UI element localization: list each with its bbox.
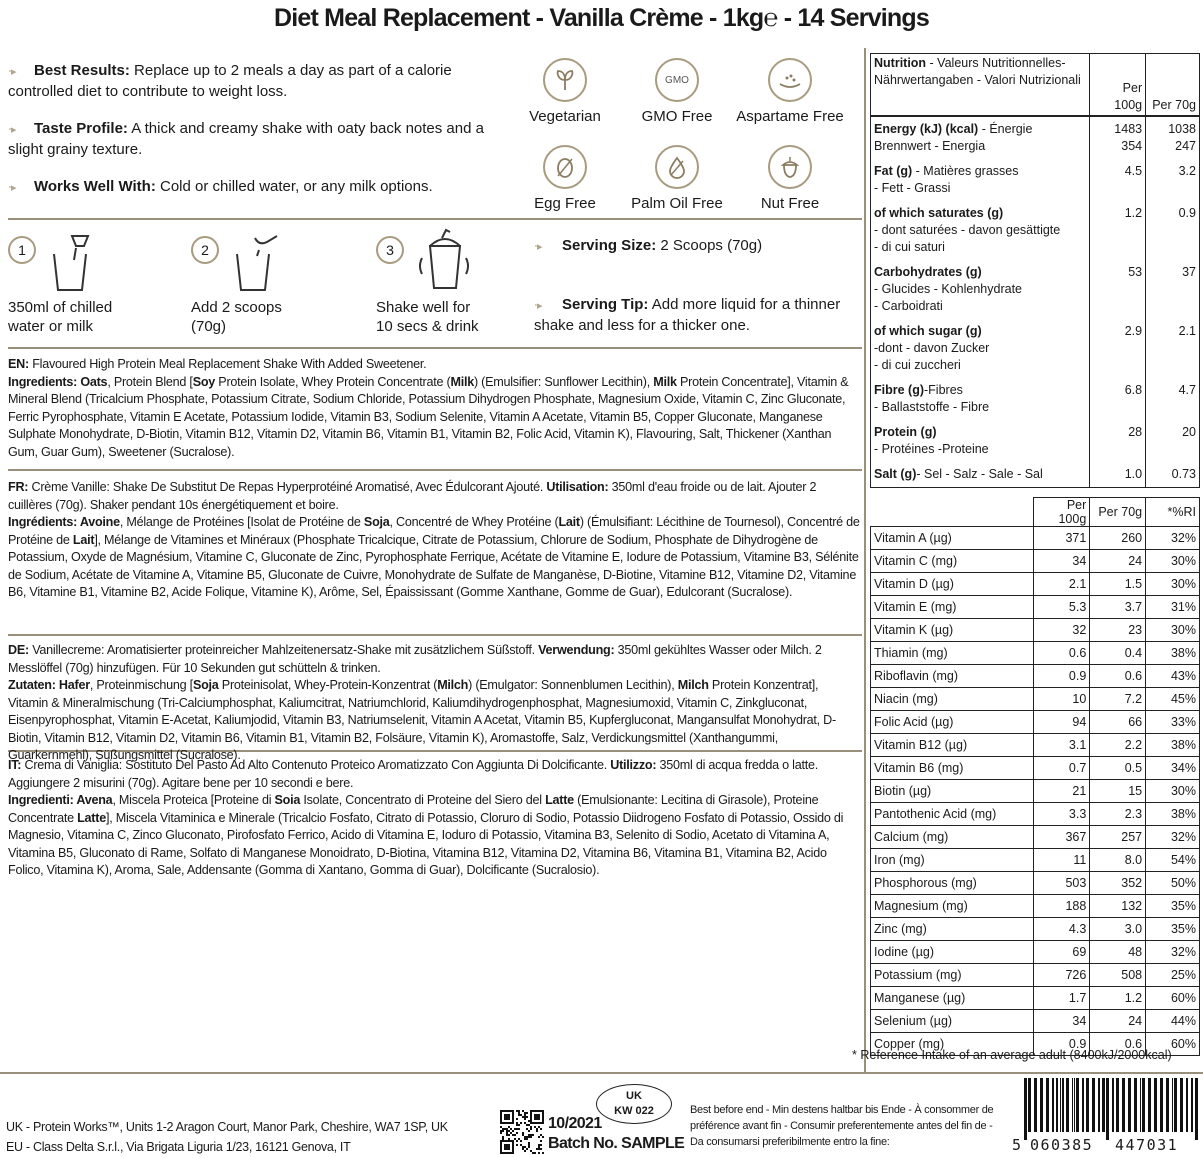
feature-best-results: ‧‧▸ Best Results: Replace up to 2 meals a day as part of a calorie controlled diet to contribute to weight loss. (8, 62, 452, 100)
ingredients-fr: FR: Crème Vanille: Shake De Substitut De Repas Hyperprotéiné Aromatisé, Avec Édulcorant Ajouté. Utilisation: 350ml d'eau froide ou de lait. Ajouter 2 cuillères (70g). Shaker pendant 10s énergétiquement et boire. Ingrédients: Avoine, Mélange de Protéines [Isolat de Protéine de Soja, Concentré de Whey Protéine (Lait) (Émulsifiant: Lécithine de Tournesol), Concentré de Protéine de Lait], Mélange de Vitamines et Minéraux (Phosphate Tricalcique, Citrate de Potassium, Chlorure de Sodium, Phosphate de Dihydrogène de Potassium, Oxyde de Magnésium, Vitamine C, Gluconate de Zinc, Pyrophosphate Ferrique, Acétate de Vitamine E, Iodure de Potassium, Vitamine B3, Sélénite de Sodium, Acétate de Vitamine A, Vitamine B5, Gluconate de Cuivre, Monohydrate de Sulfate de Manganèse, D-Biotine, Vitamine B12, Vitamine D2, Vitamine B6, Vitamine B1, Vitamine B2, Acide Folique, Vitamine K), Arôme, Sel, Épaississant (Gomme Xanthane, Gomme de Guar), Edulcorant (Sucralose). (8, 480, 860, 599)
vitamin-row: Calcium (mg) 367 257 32% (871, 826, 1200, 849)
address-eu: EU - Class Delta S.r.l., Via Brigata Liguria 1/23, 16121 Genova, IT (6, 1140, 351, 1154)
vitamin-row: Biotin (µg) 21 15 30% (871, 780, 1200, 803)
barcode-icon (1012, 1078, 1202, 1140)
badge-vegetarian: Vegetarian (500, 58, 630, 125)
qr-code-icon (500, 1110, 544, 1154)
drop-icon (655, 145, 699, 189)
arrow-icon: ‧‧▸ (534, 241, 541, 253)
badge-gmo-free: GMO GMO Free (612, 58, 742, 125)
sweetener-icon (768, 58, 812, 102)
nut-icon (768, 145, 812, 189)
gmo-icon: GMO (655, 58, 699, 102)
divider (8, 634, 862, 636)
feature-works-well-with: ‧‧▸ Works Well With: Cold or chilled water, or any milk options. (8, 177, 488, 198)
vitamin-row: Copper (mg) 0.9 0.6 60% (871, 1033, 1200, 1056)
nutrition-row: Carbohydrates (g) - Glucides - Kohlenhydrate - Carboidrati 53 37 (871, 260, 1200, 319)
reference-footnote: * Reference Intake of an average adult (8400kJ/2000kcal) (852, 1048, 1172, 1062)
divider (8, 469, 862, 471)
address-uk: UK - Protein Works™, Units 1-2 Aragon Court, Manor Park, Cheshire, WA7 1SP, UK (6, 1120, 448, 1134)
ingredients-it: IT: Crema di Vaniglia: Sostituto Del Pasto Ad Alto Contenuto Proteico Aromatizzato Con Aggiunta Di Dolcificante. Utilizzo: 350ml di acqua fredda o latte. Aggiungere 2 misurini (70g). Agitare bene per 10 secondi e bere. Ingredienti: Avena, Miscela Proteica [Proteine di Soia Isolate, Concentrato di Proteine del Siero del Latte (Emulsionante: Lecitina di Girasole), Proteine Concentrate Latte], Miscela Vitaminica e Minerale (Tricalcio Fosfato, Citrato di Potassio, Cloruro di Sodio, Potassio Diidrogeno Fosfato di Potassio, Ossido di Magnesio, Vitamina C, Zinco Gluconato, Pirofosfato Ferrico, Acido di Vitamina E, Ioduro di Potassio, Vitamina B3, Selenito di Sodio, Acetato di Vitamina A, Vitamina B5, Gluconato di Rame, Solfato di Manganese Monoidrato, D-Biotina, Vitamina B12, Vitamina D2, Vitamina B6, Vitamina B1, Vitamina B2, Acido Folico, Vitamina K), Aroma, Sale, Addensante (Gomma di Xantano, Gomma di Guar), Dolcificante (Sucralosio). (8, 758, 844, 877)
nutrition-row: of which saturates (g) - dont saturées - davon gesättigte - di cui saturi 1.2 0.9 (871, 201, 1200, 260)
glass-pour-icon (48, 232, 98, 292)
vitamin-row: Selenium (µg) 34 24 44% (871, 1010, 1200, 1033)
badge-aspartame-free: Aspartame Free (725, 58, 855, 125)
step-2: 2 Add 2 scoops (70g) (191, 232, 361, 342)
serving-tip: ‧‧▸ Serving Tip: Add more liquid for a thinner shake and less for a thicker one. (534, 296, 841, 334)
vitamin-row: Vitamin C (mg) 34 24 30% (871, 550, 1200, 573)
step-1: 1 350ml of chilled water or milk (8, 232, 178, 342)
serving-size: ‧‧▸ Serving Size: 2 Scoops (70g) (534, 236, 854, 257)
nutrition-row: Salt (g)- Sel - Salz - Sale - Sal 1.0 0.73 (871, 462, 1200, 488)
step-3: 3 Shake well for 10 secs & drink (376, 232, 526, 342)
vitamin-row: Phosphorous (mg) 503 352 50% (871, 872, 1200, 895)
divider (864, 48, 866, 1072)
vitamin-row: Riboflavin (mg) 0.9 0.6 43% (871, 665, 1200, 688)
page-title: Diet Meal Replacement - Vanilla Crème - 1kg℮ - 14 Servings (274, 4, 929, 32)
divider (8, 218, 862, 220)
date-code: 10/2021 (548, 1115, 602, 1132)
vitamin-row: Pantothenic Acid (mg) 3.3 2.3 38% (871, 803, 1200, 826)
arrow-icon: ‧‧▸ (534, 300, 541, 312)
nutrition-table: Nutrition - Valeurs Nutritionnelles-Nährwertangaben - Valori Nutrizionali Per 100g Per 70g Energy (kJ) (kcal) - Énergie Brennwert - Energia 1483 354 1038 247 Fat (g) - Matières grasses - Fett - Grassi 4.5 3.2 of which saturates (g) - dont saturées - davon gesättigte - di cui saturi 1.2 0.9 Carbohydrates (g) - Glucides - Kohlenhydrate - Carboidrati 53 37 of which sugar (g) -dont - davon Zucker - di cui zuccheri 2.9 2.1 Fibre (g)-Fibres - Ballaststoffe - Fibre 6.8 4.7 Protein (g) - Protéines -Proteine 28 20 Salt (g)- Sel - Salz - Sale - Sal 1.0 0.73 (870, 53, 1200, 488)
nutrition-row: Fat (g) - Matières grasses - Fett - Grassi 4.5 3.2 (871, 159, 1200, 201)
vitamin-row: Vitamin D (µg) 2.1 1.5 30% (871, 573, 1200, 596)
vitamin-row: Vitamin E (mg) 5.3 3.7 31% (871, 596, 1200, 619)
vitamin-row: Folic Acid (µg) 94 66 33% (871, 711, 1200, 734)
nutrition-row: Protein (g) - Protéines -Proteine 28 20 (871, 420, 1200, 462)
arrow-icon: ‧‧▸ (8, 66, 15, 78)
vitamin-row: Vitamin B12 (µg) 3.1 2.2 38% (871, 734, 1200, 757)
divider (0, 1072, 1203, 1074)
egg-icon (543, 145, 587, 189)
vitamin-row: Iodine (µg) 69 48 32% (871, 941, 1200, 964)
batch-number: Batch No. SAMPLE (548, 1135, 685, 1152)
vitamin-row: Vitamin K (µg) 32 23 30% (871, 619, 1200, 642)
barcode: 5 060385 447031 (1012, 1078, 1202, 1158)
vitamin-row: Magnesium (mg) 188 132 35% (871, 895, 1200, 918)
arrow-icon: ‧‧▸ (8, 182, 15, 194)
best-before-text: Best before end - Min destens haltbar bis Ende - À consommer de préférence avant fin - Consumir preferentemente antes del fin de - Da consumarsi preferibilmente entro la fine: (690, 1104, 994, 1148)
badge-nut-free: Nut Free (725, 145, 855, 212)
badge-palm-oil-free: Palm Oil Free (612, 145, 742, 212)
vitamin-row: Iron (mg) 11 8.0 54% (871, 849, 1200, 872)
vitamin-row: Thiamin (mg) 0.6 0.4 38% (871, 642, 1200, 665)
shaker-icon (416, 228, 470, 294)
feature-taste-profile: ‧‧▸ Taste Profile: A thick and creamy shake with oaty back notes and a slight grainy texture. (8, 120, 484, 158)
health-mark-stamp: UK KW 022 (596, 1084, 672, 1124)
divider (8, 347, 862, 349)
vitamin-row: Vitamin A (µg) 371 260 32% (871, 527, 1200, 550)
scoop-glass-icon (231, 232, 281, 292)
vitamin-row: Vitamin B6 (mg) 0.7 0.5 34% (871, 757, 1200, 780)
badge-egg-free: Egg Free (500, 145, 630, 212)
vitamin-row: Niacin (mg) 10 7.2 45% (871, 688, 1200, 711)
nutrition-row: Energy (kJ) (kcal) - Énergie Brennwert - Energia 1483 354 1038 247 (871, 116, 1200, 159)
vitamin-row: Potassium (mg) 726 508 25% (871, 964, 1200, 987)
vitamin-row: Zinc (mg) 4.3 3.0 35% (871, 918, 1200, 941)
leaf-icon (543, 58, 587, 102)
nutrition-row: of which sugar (g) -dont - davon Zucker - di cui zuccheri 2.9 2.1 (871, 319, 1200, 378)
ingredients-de: DE: Vanillecreme: Aromatisierter proteinreicher Mahlzeitenersatz-Shake mit zusätzlichem Süßstoff. Verwendung: 350ml gekühltes Wasser oder Milch. 2 Messlöffel (70g) hinzufügen. Für 10 Sekunden gut schütteln & trinken. Zutaten: Hafer, Proteinmischung [Soja Proteinisolat, Whey-Protein-Konzentrat (Milch) (Emulgator: Sonnenblumen Lecithin), Milch Protein Konzentrat], Vitamin & Mineralmischung (Tri-Calciumphosphat, Kaliumcitrat, Natriumchlorid, Kaliumdihydrogenphosphat, Magnesiumoxid, Vitamin C, Zinkgluconat, Eisenpyrophosphat, Vitamin E-Acetat, Kaliumjodid, Vitamin B3, Natriumselenit, Vitamin A Acetat, Vitamin B5, Kupfergluconat, Mangansulfat Monohydrat, D-Biotin, Vitamin B12, Vitamin D2, Vitamin B6, Vitamin B1, Vitamin B2, Folsäure, Vitamin K), Aromastoffe, Salz, Verdickungsmittel (Xanthangummi, Guarkernmehl), Süßungsmittel (Sucralose). (8, 643, 836, 762)
vitamin-table: Per 100g Per 70g *%RI Vitamin A (µg) 371 260 32% Vitamin C (mg) 34 24 30% Vitamin D (µg) 2.1 1.5 30% Vitamin E (mg) 5.3 3.7 31% Vitamin K (µg) 32 23 30% Thiamin (mg) 0.6 0.4 38% Riboflavin (mg) 0.9 0.6 43% Niacin (mg) 10 7.2 45% Folic Acid (µg) 94 66 33% Vitamin B12 (µg) 3.1 2.2 38% Vitamin B6 (mg) 0.7 0.5 34% Biotin (µg) 21 15 30% Pantothenic Acid (mg) 3.3 2.3 38% Calcium (mg) 367 257 32% Iron (mg) 11 8.0 54% Phosphorous (mg) 503 352 50% Magnesium (mg) 188 132 35% Zinc (mg) 4.3 3.0 35% Iodine (µg) 69 48 32% Potassium (mg) 726 508 25% Manganese (µg) 1.7 1.2 60% Selenium (µg) 34 24 44% Copper (mg) 0.9 0.6 60% (870, 497, 1200, 1056)
ingredients-en: EN: Flavoured High Protein Meal Replacement Shake With Added Sweetener. Ingredients: Oats, Protein Blend [Soy Protein Isolate, Whey Protein Concentrate (Milk) (Emulsifier: Sunflower Lecithin), Milk Protein Concentrate], Vitamin & Mineral Blend (Tricalcium Phosphate, Potassium Citrate, Sodium Chloride, Potassium Dihydrogen Phosphate, Magnesium Oxide, Vitamin C, Zinc Gluconate, Ferric Pyrophosphate, Vitamin E Acetate, Potassium Iodide, Vitamin B3, Sodium Selenite, Vitamin A Acetate, Vitamin B5, Copper Gluconate, Manganese Sulphate Monohydrate, D-Biotin, Vitamin B12, Vitamin D2, Vitamin B6, Vitamin B1, Vitamin B2, Folic Acid, Vitamin K), Flavouring, Salt, Thickener (Xanthan Gum, Guar Gum), Sweetener (Sucralose). (8, 357, 849, 459)
arrow-icon: ‧‧▸ (8, 124, 15, 136)
vitamin-row: Manganese (µg) 1.7 1.2 60% (871, 987, 1200, 1010)
nutrition-row: Fibre (g)-Fibres - Ballaststoffe - Fibre 6.8 4.7 (871, 378, 1200, 420)
